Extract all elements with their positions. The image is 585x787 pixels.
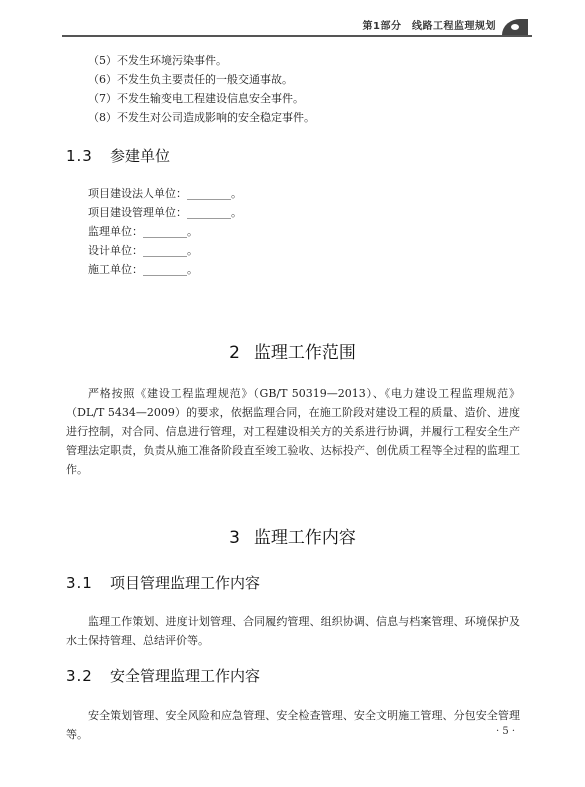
header-rule (62, 35, 532, 37)
section-title: 参建单位 (110, 147, 171, 165)
chapter-number: 2 (229, 343, 240, 363)
list-item: （6）不发生负主要责任的一般交通事故。 (88, 73, 293, 86)
project-management-paragraph: 监理工作策划、进度计划管理、合同履约管理、组织协调、信息与档案管理、环境保护及水土保持管理、总结评价等。 (66, 615, 520, 647)
unit-line: 监理单位：________。 (88, 225, 198, 238)
running-header (62, 10, 532, 38)
running-title: 第1部分 线路工程监理规划 (362, 21, 496, 32)
list-item: （5）不发生环境污染事件。 (88, 54, 227, 67)
list-item: （8）不发生对公司造成影响的安全稳定事件。 (88, 111, 315, 124)
section-heading-3-2 (66, 666, 260, 686)
section-heading-1-3 (66, 146, 170, 166)
chapter-title: 监理工作内容 (253, 528, 356, 548)
list-item: （7）不发生输变电工程建设信息安全事件。 (88, 92, 304, 105)
chapter-heading-3 (0, 527, 585, 549)
section-title: 项目管理监理工作内容 (110, 574, 261, 592)
safety-management-paragraph: 安全策划管理、安全风险和应急管理、安全检查管理、安全文明施工管理、分包安全管理等。 (66, 709, 520, 741)
unit-line: 项目建设法人单位：________。 (88, 187, 242, 200)
section-number: 3.1 (66, 574, 93, 592)
unit-line: 项目建设管理单位：________。 (88, 206, 242, 219)
unit-line: 设计单位：________。 (88, 244, 198, 257)
page-number: · 5 · (496, 726, 516, 737)
section-title: 安全管理监理工作内容 (110, 667, 261, 685)
section-number: 3.2 (66, 667, 93, 685)
chapter-number: 3 (229, 528, 240, 548)
chapter-heading-2 (0, 342, 585, 364)
unit-line: 施工单位：________。 (88, 263, 198, 276)
scope-paragraph: 严格按照《建设工程监理规范》（GB/T 50319—2013）、《电力建设工程监理规范》（DL/T 5434—2009）的要求，依据监理合同，在施工阶段对建设工程的质量、造价、进度进行控制，对合同、信息进行管理，对工程建设相关方的关系进行协调，并履行工程安全生产管理法定职责，负责从施工准备阶段直至竣工验收、达标投产、创优质工程等全过程的监理工作。 (66, 387, 520, 476)
section-heading-3-1 (66, 573, 260, 593)
chapter-title: 监理工作范围 (253, 343, 356, 363)
section-number: 1.3 (66, 147, 93, 165)
header-ornament-icon (502, 19, 528, 35)
